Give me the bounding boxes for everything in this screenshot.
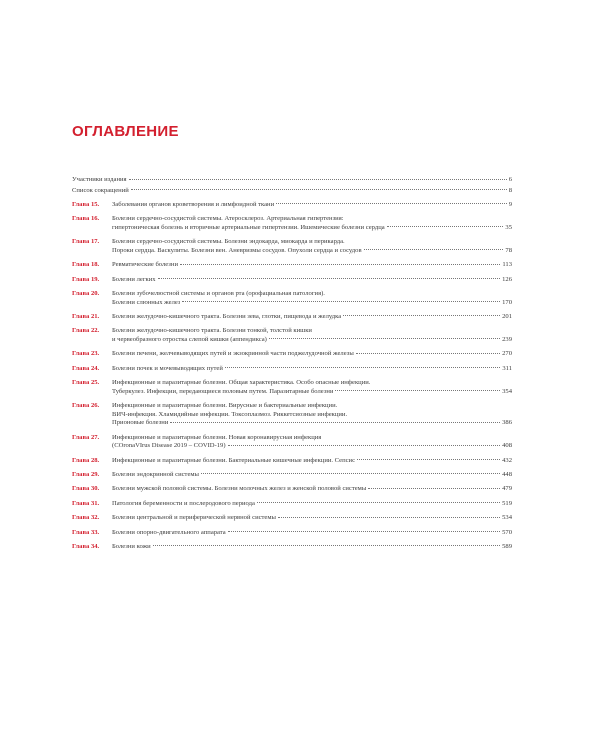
dot-leader: [170, 422, 500, 423]
toc-page-number: 239: [502, 335, 512, 343]
toc-page-number: 479: [502, 485, 512, 493]
toc-page-number: 519: [502, 499, 512, 507]
dot-leader: [201, 473, 500, 474]
chapter-title-line: Болезни зубочелюстной системы и органов рта (орофациальная патология).: [112, 289, 325, 297]
toc-page-number: 311: [502, 364, 512, 372]
chapter-title-line: Прионовые болезни: [112, 419, 169, 427]
toc-page-number: 386: [502, 419, 512, 427]
toc-page-number: 408: [502, 442, 512, 450]
chapter-number: Глава 20.: [72, 289, 100, 297]
chapter-number: Глава 33.: [72, 528, 100, 536]
toc-page-number: 6: [508, 176, 512, 183]
chapter-title-line: Болезни желудочно-кишечного тракта. Болезни зева, глотки, пищевода и желудка: [112, 312, 342, 320]
toc-entry-title: Список сокращений: [72, 186, 129, 194]
toc-line: [72, 313, 512, 322]
chapter-number: Глава 18.: [72, 261, 100, 269]
chapter-title-line: Болезни центральной и периферической нервной системы: [112, 514, 276, 522]
chapter-number: Глава 22.: [72, 327, 100, 335]
dot-leader: [228, 531, 500, 532]
toc-chapter-entry: [72, 529, 512, 538]
toc-chapter-entry: [72, 276, 512, 285]
toc-line: [72, 419, 512, 428]
toc-page-number: 354: [502, 387, 512, 395]
toc-front-entry: [72, 187, 512, 196]
toc-line: [72, 336, 512, 345]
toc-line: [72, 247, 512, 256]
page-title: ОГЛАВЛЕНИЕ: [72, 123, 179, 140]
chapter-number: Глава 21.: [72, 312, 100, 320]
dot-leader: [276, 203, 507, 204]
chapter-number: Глава 31.: [72, 499, 100, 507]
chapter-title-line: Болезни сердечно-сосудистой системы. Атеросклероз. Артериальная гипертензия:: [112, 215, 344, 223]
toc-page-number: 78: [505, 246, 512, 254]
toc-page-number: 113: [502, 261, 512, 269]
toc-chapter-entry: [72, 379, 512, 396]
dot-leader: [228, 445, 501, 446]
chapter-title-line: Болезни слюнных желез: [112, 298, 181, 306]
dot-leader: [356, 353, 500, 354]
toc-line: [72, 434, 512, 443]
chapter-title-line: Болезни мужской половой системы. Болезни молочных желез и женской половой системы: [112, 485, 367, 493]
chapter-title-line: (COronaVIrus Disease 2019 – COVID-19): [112, 442, 226, 450]
toc-page-number: 35: [505, 223, 512, 231]
toc-chapter-entry: [72, 201, 512, 210]
toc-chapter-entry: [72, 261, 512, 270]
chapter-title-line: Пороки сердца. Васкулиты. Болезни вен. Аневризмы сосудов. Опухоли сердца и сосудов: [112, 246, 362, 254]
toc-line: [72, 500, 512, 509]
toc-line: [72, 543, 512, 552]
toc-page-number: 534: [502, 514, 512, 522]
toc-chapter-entry: [72, 365, 512, 374]
dot-leader: [364, 249, 504, 250]
chapter-number: Глава 19.: [72, 275, 100, 283]
toc-page-number: 9: [508, 200, 512, 208]
dot-leader: [129, 179, 507, 180]
dot-leader: [387, 226, 504, 227]
toc-chapter-entry: [72, 485, 512, 494]
chapter-number: Глава 24.: [72, 364, 100, 372]
chapter-title-line: Инфекционные и паразитарные болезни. Вирусные и бактериальные инфекции.: [112, 402, 338, 410]
chapter-title-line: Патология беременности и послеродового периода: [112, 499, 255, 507]
toc-front-entry: [72, 176, 512, 185]
chapter-number: Глава 17.: [72, 238, 100, 246]
chapter-title-line: Болезни кожи: [112, 542, 151, 550]
toc-page-number: 570: [502, 528, 512, 536]
chapter-title-line: Инфекционные и паразитарные болезни. Новая коронавирусная инфекция: [112, 433, 322, 441]
toc-line: [72, 411, 512, 420]
chapter-number: Глава 30.: [72, 485, 100, 493]
toc-line: [72, 290, 512, 299]
toc-chapter-entry: [72, 238, 512, 255]
chapter-number: Глава 27.: [72, 433, 100, 441]
chapter-title-line: Заболевания органов кроветворения и лимфоидной ткани: [112, 200, 275, 208]
toc-line: [72, 238, 512, 247]
toc-line: [72, 350, 512, 359]
chapter-title-line: Болезни сердечно-сосудистой системы. Болезни эндокарда, миокарда и перикарда.: [112, 238, 345, 246]
toc-line: [72, 457, 512, 466]
dot-leader: [278, 517, 500, 518]
dot-leader: [158, 278, 501, 279]
chapter-title-line: Инфекционные и паразитарные болезни. Общая характеристика. Особо опасные инфекции.: [112, 379, 371, 387]
chapter-title-line: и червеобразного отростка слепой кишки (аппендикса): [112, 335, 267, 343]
dot-leader: [182, 301, 500, 302]
chapter-number: Глава 29.: [72, 470, 100, 478]
toc-page-number: 201: [502, 312, 512, 320]
chapter-title-line: Болезни почек и мочевыводящих путей: [112, 364, 223, 372]
toc-line: [72, 402, 512, 411]
dot-leader: [180, 264, 500, 265]
toc-line: [72, 327, 512, 336]
chapter-number: Глава 34.: [72, 542, 100, 550]
dot-leader: [343, 315, 500, 316]
dot-leader: [131, 189, 507, 190]
toc-line: [72, 529, 512, 538]
toc-line: [72, 276, 512, 285]
toc-line: [72, 299, 512, 308]
toc-line: [72, 201, 512, 210]
dot-leader: [335, 390, 500, 391]
toc-page-number: 170: [502, 298, 512, 306]
chapter-title-line: ВИЧ-инфекция. Хламидийные инфекции. Токсоплазмоз. Риккетсиозные инфекции.: [112, 410, 348, 418]
toc-chapter-entry: [72, 457, 512, 466]
toc-chapter-entry: [72, 543, 512, 552]
chapter-title-line: Инфекционные и паразитарные болезни. Бактериальные кишечные инфекции. Сепсис: [112, 456, 355, 464]
chapter-number: Глава 28.: [72, 456, 100, 464]
dot-leader: [357, 459, 500, 460]
dot-leader: [269, 338, 500, 339]
toc-chapter-entry: [72, 402, 512, 428]
toc-line: [72, 379, 512, 388]
toc-line: [72, 442, 512, 451]
chapter-number: Глава 15.: [72, 200, 100, 208]
chapter-title-line: Болезни эндокринной системы: [112, 470, 199, 478]
toc-chapter-entry: [72, 471, 512, 480]
dot-leader: [257, 502, 500, 503]
toc-page-number: 270: [502, 350, 512, 358]
chapter-number: Глава 26.: [72, 402, 100, 410]
chapter-title-line: Туберкулез. Инфекции, передающиеся половым путем. Паразитарные болезни: [112, 387, 334, 395]
toc-chapter-entry: [72, 290, 512, 307]
toc-page-number: 432: [502, 456, 512, 464]
toc-line: [72, 365, 512, 374]
table-of-contents: [72, 176, 512, 557]
dot-leader: [225, 367, 500, 368]
toc-line: [72, 471, 512, 480]
chapter-title-line: Болезни опорно-двигательного аппарата: [112, 528, 226, 536]
toc-page-number: 126: [502, 275, 512, 283]
toc-chapter-entry: [72, 313, 512, 322]
chapter-title-line: Ревматические болезни: [112, 261, 178, 269]
toc-page-number: 8: [508, 186, 512, 194]
toc-line: [72, 215, 512, 224]
toc-chapter-entry: [72, 514, 512, 523]
toc-page-number: 448: [502, 470, 512, 478]
dot-leader: [368, 488, 500, 489]
chapter-title-line: Болезни печени, желчевыводящих путей и экзокринной части поджелудочной железы: [112, 350, 354, 358]
toc-line: [72, 514, 512, 523]
toc-line: [72, 388, 512, 397]
toc-line: [72, 485, 512, 494]
dot-leader: [153, 545, 500, 546]
toc-chapter-entry: [72, 350, 512, 359]
toc-line: [72, 224, 512, 233]
toc-chapter-entry: [72, 215, 512, 232]
toc-chapter-entry: [72, 327, 512, 344]
toc-line: [72, 187, 512, 196]
toc-line: [72, 176, 512, 185]
chapter-number: Глава 23.: [72, 350, 100, 358]
chapter-number: Глава 32.: [72, 514, 100, 522]
toc-chapter-entry: [72, 500, 512, 509]
chapter-number: Глава 25.: [72, 379, 100, 387]
toc-entry-title: Участники издания: [72, 176, 127, 183]
chapter-title-line: Болезни желудочно-кишечного тракта. Болезни тонкой, толстой кишки: [112, 327, 312, 335]
chapter-title-line: Болезни легких: [112, 275, 156, 283]
toc-chapter-entry: [72, 434, 512, 451]
chapter-title-line: гипертоническая болезнь и вторичные артериальные гипертензии. Ишемические болезни сердца: [112, 223, 385, 231]
toc-line: [72, 261, 512, 270]
toc-page-number: 589: [502, 542, 512, 550]
chapter-number: Глава 16.: [72, 215, 100, 223]
